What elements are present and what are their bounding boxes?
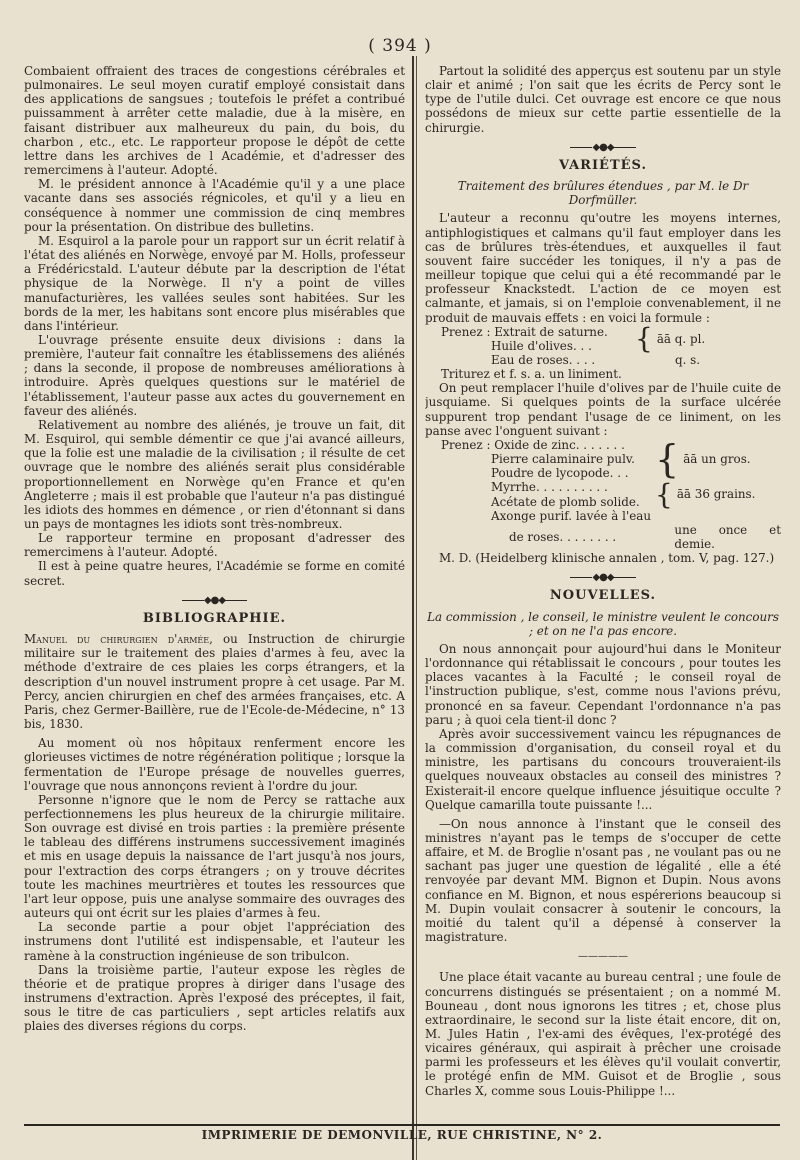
rx-line: Eau de roses. . . .	[491, 352, 596, 367]
paragraph: La seconde partie a pour objet l'appréciation des instrumens dont l'utilité est indispensable, et l'auteur les ramène à la construction ingénieuse de son tribulcon.	[24, 920, 405, 963]
paragraph: M. Esquirol a la parole pour un rapport sur un écrit relatif à l'état des aliénés en Norwège, envoyé par M. Holls, professeur a Frédéricstald. L'auteur débute par la description de l'état physique de la Norwège. Il n'y a point de villes manufacturières, les vallées seules sont habitées. Sur les bords de la mer, les habitans sont encore plus misérables que dans l'intérieur.	[24, 233, 405, 333]
paragraph: Relativement au nombre des aliénés, je trouve un fait, dit M. Esquirol, qui semble démentir ce que j'ai avancé ailleurs, que la folie est une maladie de la civilisation ; il résulte de cet ouvrage que le nombre des aliénés serait plus considérable proportionnellement en Norwège qu'en France et qu'en Angleterre ; mais il est probable que l'auteur n'a pas distingué les idiots des hommes en démence , or rien d'étonnant si dans un pays de montagnes les idiots sont très-nombreux.	[24, 417, 405, 531]
article-subtitle: Traitement des brûlures étendues , par M. le Dr Dorfmüller.	[457, 179, 749, 208]
book-entry	[24, 632, 405, 731]
printer-imprint: IMPRIMERIE DE DEMONVILLE, RUE CHRISTINE, N° 2.	[24, 1124, 780, 1142]
column-rule	[412, 56, 414, 1160]
right-column	[425, 64, 781, 1104]
paragraph: Personne n'ignore que le nom de Percy se rattache aux perfectionnemens les plus heureux de la chirurgie militaire. Son ouvrage est divisé en trois parties : la première présente le tableau des différens instrumens successivement imaginés et mis en usage depuis la naissance de l'art jusqu'à nos jours, pour l'extraction des corps étrangers ; on y trouve décrites toute les machines meurtrières et toutes les ressources que l'art leur oppose, puis une analyse sommaire des ouvrages des auteurs qui ont écrit sur les plaies d'armes à feu.	[24, 792, 405, 921]
paragraph: Dans la troisième partie, l'auteur expose les règles de théorie et de pratique propres à diriger dans l'usage des instrumens d'extraction. Après l'exposé des préceptes, il fait, sous le titre de cas particuliers , sept articles relatifs aux plaies des diverses régions du corps.	[24, 962, 405, 1034]
paragraph: Combaient offraient des traces de congestions cérébrales et pulmonaires. Le seul moyen curatif employé consistait dans des applications de sangsues ; toutefois le préfet a contribué puissamment à arrêter cette maladie, due à la misère, en faisant distribuer aux malheureux du pain, du bois, du charbon , etc., etc. Le rapporteur propose le dépôt de cette lettre dans les archives de l Académie, et d'adresser des remercimens à l'auteur. Adopté.	[24, 64, 405, 178]
rx-dose: āā q. pl.	[656, 331, 706, 346]
ornament-divider: ◆●◆	[24, 594, 405, 608]
rx-dose: āā un gros.	[683, 452, 751, 467]
rx-line: Myrrhe. . . . . . . . . .	[491, 480, 608, 495]
paragraph: M. le président annonce à l'Académie qu'il y a une place vacante dans ses associés régnicoles, et qu'il y a lieu en conséquence à nommer une commission de cinq membres pour la présentation. On distribue des bulletins.	[24, 177, 405, 234]
section-title-varietes: VARIÉTÉS.	[559, 157, 647, 173]
paragraph: On nous annonçait pour aujourd'hui dans le Moniteur l'ordonnance qui rétablissait le concours , pour toutes les places vacantes à la Faculté ; le conseil royal de l'instruction publique, s'est, comme nous l'avions prévu, prononcé en sa faveur. Cependant l'ordonnance n'a pas paru ; à quoi cela tient-il donc ?	[425, 641, 781, 727]
rx-line: Triturez et f. s. a. un liniment.	[441, 367, 622, 382]
prescription-1	[441, 321, 781, 382]
source-citation: M. D. (Heidelberg klinische annalen , tom. V, pag. 127.)	[439, 551, 775, 566]
prescription-2	[441, 438, 781, 551]
brace: {	[635, 321, 653, 355]
left-column	[24, 64, 405, 1104]
rx-dose: une once et demie.	[674, 522, 781, 551]
rx-line: Pierre calaminaire pulv.	[491, 452, 635, 467]
column-rule-thin	[416, 56, 417, 1160]
rx-dose: āā 36 grains.	[676, 487, 756, 502]
short-rule: —————	[578, 951, 628, 963]
rx-line: Acétate de plomb solide.	[491, 494, 640, 509]
rx-dose: q. s.	[675, 352, 701, 367]
rx-line: Huile d'olives. . .	[491, 338, 592, 353]
paragraph: Après avoir successivement vaincu les répugnances de la commission d'organisation, du conseil royal et du ministre, les partisans du concours trouveraient-ils quelques nouveaux obstacles au conseil des ministres ? Existerait-il encore quelque influence jésuitique occulte ? Quelque camarilla toute puissante !...	[425, 726, 781, 812]
ornament-divider: ◆●◆	[425, 571, 781, 585]
paragraph: Au moment où nos hôpitaux renferment encore les glorieuses victimes de notre régénération politique ; lorsque la fermentation de l'Europe présage de nouvelles guerres, l'ouvrage que nous annonçons revient à l'ordre du jour.	[24, 736, 405, 793]
brace: {	[655, 437, 680, 482]
paragraph: Le rapporteur termine en proposant d'adresser des remercimens à l'auteur. Adopté.	[24, 531, 405, 560]
paragraph: L'auteur a reconnu qu'outre les moyens internes, antiphlogistiques et calmans qu'il faut employer dans les cas de brûlures très-étendues, et auxquelles il faut souvent faire succéder les toniques, il n'y a pas de meilleur topique que celui qui a été recommandé par le professeur Knackstedt. L'action de ce moyen est calmante, et jamais, si on l'emploie convenablement, il ne produit de mauvais effets : en voici la formule :	[425, 211, 781, 325]
rx-line: Poudre de lycopode. . .	[491, 466, 629, 481]
brace: {	[655, 477, 673, 511]
section-title-bibliographie: BIBLIOGRAPHIE.	[142, 610, 287, 626]
ornament-divider: ◆●◆	[425, 141, 781, 155]
paragraph: On peut remplacer l'huile d'olives par de l'huile cuite de jusquiame. Si quelques points de la surface ulcérée suppurent trop pendant l'usage de ce liniment, on les panse avec l'onguent suivant :	[425, 381, 781, 438]
rx-line: Prenez : Oxide de zinc. . . . . . .	[441, 437, 625, 452]
section-title-nouvelles: NOUVELLES.	[549, 588, 657, 604]
rx-line: Prenez : Extrait de saturne.	[441, 324, 608, 339]
paragraph: —On nous annonce à l'instant que le conseil des ministres n'ayant pas le temps de s'occuper de cette affaire, et M. de Broglie n'osant pas , ne voulant pas ou ne sachant pas juger une question de légalité , elle a été renvoyée par devant MM. Bignon et Dupin. Nous avons confiance en M. Bignon, et nous espérerions beaucoup si M. Dupin voulait consacrer à soutenir le concours, la moitié du talent qu'il a dépensé à conserver la magistrature.	[425, 816, 781, 945]
article-subtitle: La commission , le conseil, le ministre veulent le concours ; et on ne l'a pas encore.	[427, 609, 779, 638]
rx-line: de roses. . . . . . . .	[509, 529, 617, 544]
paragraph: Il est à peine quatre heures, l'Académie se forme en comité secret.	[24, 559, 405, 588]
page-number: ( 394 )	[368, 36, 432, 56]
paragraph: Une place était vacante au bureau central ; une foule de concurrens distingués se présentaient ; on a nommé M. Bouneau , dont nous ignorons les titres ; et, chose plus extraordinaire, le second sur la liste était encore, dit on, M. Jules Hatin , l'ex-ami des évêques, l'ex-protégé des vicaires généraux, qui aspirait à prêcher une croisade parmi les professeurs et les élèves qu'il voulait convertir, le protégé enfin de MM. Guisot et de Broglie , sous Charles X, comme sous Louis-Philippe !...	[425, 970, 781, 1098]
book-details: , ou Instruction de chirurgie militaire sur le traitement des plaies d'armes à feu, avec la méthode d'extraire de ces plaies les corps étrangers, et la description d'un nouvel instrument propre à cet usage. Par M. Percy, ancien chirurgien en chef des armées françaises, etc. A Paris, chez Germer-Baillère, rue de l'Ecole-de-Médecine, n° 13 bis, 1830.	[24, 632, 405, 732]
rx-line: Axonge purif. lavée à l'eau	[491, 508, 652, 523]
paragraph: Partout la solidité des apperçus est soutenu par un style clair et animé ; l'on sait que les écrits de Percy sont le type de l'utile dulci. Cet ouvrage est encore ce que nous possédons de mieux sur cette partie essentielle de la chirurgie.	[425, 64, 781, 135]
paragraph: L'ouvrage présente ensuite deux divisions : dans la première, l'auteur fait connaître les établissemens des aliénés ; dans la seconde, il propose de nombreuses améliorations à introduire. Après quelques questions sur le matériel de l'établissement, l'auteur passe aux actes du gouvernement en faveur des aliénés.	[24, 332, 405, 418]
book-title: Manuel du chirurgien d'armée	[24, 632, 210, 647]
